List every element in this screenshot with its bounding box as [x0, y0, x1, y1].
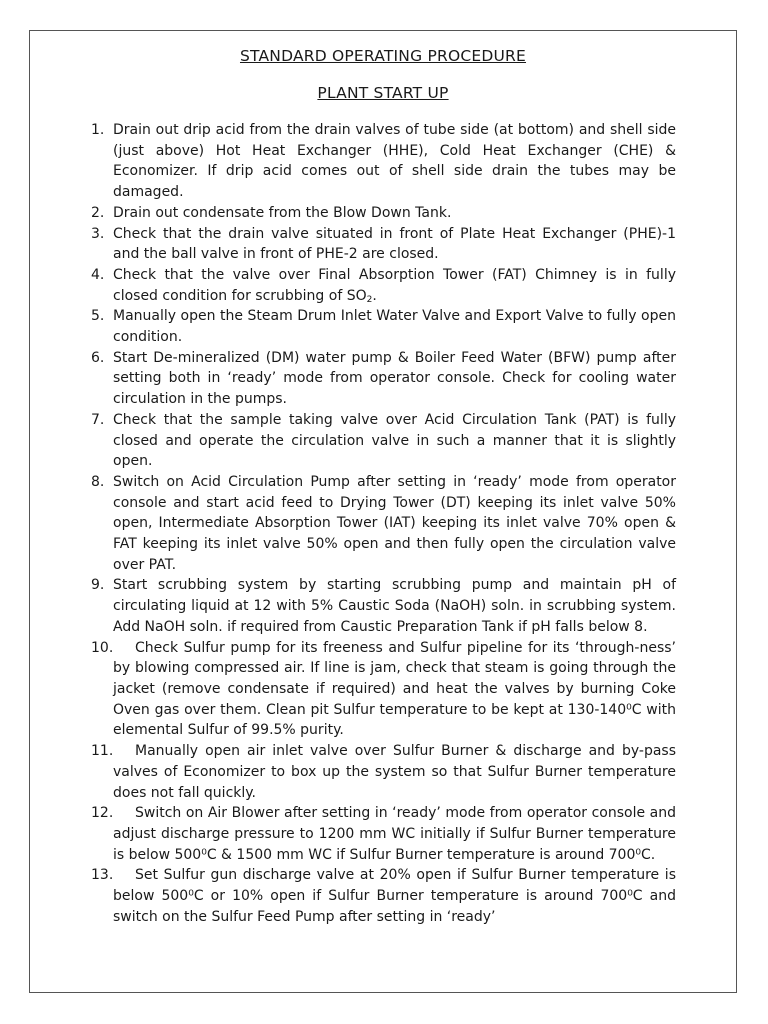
step-number: 3. [91, 225, 105, 242]
step-text-main: Check that the valve over Final Absorption Tower (FAT) Chimney is in fully closed condition for scrubbing of SO [113, 266, 676, 304]
step-text: Manually open the Steam Drum Inlet Water Valve and Export Valve to fully open condition. [113, 308, 676, 346]
step-text: Check that the sample taking valve over Acid Circulation Tank (PAT) is fully closed and operate the circulation valve in such a manner that it is slightly open. [113, 411, 676, 470]
procedure-step-1 [30, 120, 736, 203]
step-number: 10. [91, 639, 114, 656]
step-number: 8. [91, 473, 105, 490]
procedure-step-9 [30, 575, 736, 637]
step-number: 6. [91, 349, 105, 366]
step-text: Switch on Air Blower after setting in ‘ready’ mode from operator console and adjust discharge pressure to 1200 mm WC initially if Sulfur Burner temperature is below 500⁰C & 1500 mm WC if Sulfur Burner temperature is around 700⁰C. [113, 805, 676, 863]
step-number: 9. [91, 577, 105, 594]
procedure-step-4 [30, 265, 736, 306]
procedure-steps-list [30, 120, 736, 927]
step-text: Set Sulfur gun discharge valve at 20% open if Sulfur Burner temperature is below 500⁰C or 10% open if Sulfur Burner temperature is around 700⁰C and switch on the Sulfur Feed Pump after setting in ‘ready’ [113, 867, 676, 925]
step-number: 13. [91, 867, 114, 884]
document-title: STANDARD OPERATING PROCEDURE [239, 47, 527, 65]
step-number: 1. [91, 122, 105, 138]
procedure-step-6 [30, 348, 736, 410]
step-number: 12. [91, 805, 114, 822]
step-number: 4. [91, 266, 105, 283]
step-text: Start scrubbing system by starting scrubbing pump and maintain pH of circulating liquid at 12 with 5% Caustic Soda (NaOH) soln. in scrubbing system. Add NaOH soln. if required from Caustic Preparation Tank if pH falls below 8. [113, 577, 676, 635]
step-text: Switch on Acid Circulation Pump after setting in ‘ready’ mode from operator console and start acid feed to Drying Tower (DT) keeping its inlet valve 50% open, Intermediate Absorption Tower (IAT) keeping its inlet valve 70% open & FAT keeping its inlet valve 50% open and then fully open the circulation valve over PAT. [113, 473, 676, 573]
step-text: Start De-mineralized (DM) water pump & Boiler Feed Water (BFW) pump after setting both in ‘ready’ mode from operator console. Check for cooling water circulation in the pumps. [113, 349, 676, 408]
step-number: 5. [91, 308, 105, 325]
step-text: Check Sulfur pump for its freeness and Sulfur pipeline for its ‘through-ness’ by blowing compressed air. If line is jam, check that steam is going through the jacket (remove condensate if required) and heat the valves by burning Coke Oven gas over them. Clean pit Sulfur temperature to be kept at 130-140⁰C with elemental Sulfur of 99.5% purity. [113, 639, 676, 739]
procedure-step-10 [30, 638, 736, 742]
procedure-step-11 [30, 741, 736, 803]
procedure-step-13 [30, 865, 736, 927]
procedure-step-2 [30, 203, 736, 224]
procedure-step-5 [30, 306, 736, 347]
step-text-tail: . [372, 287, 377, 304]
document-subtitle: PLANT START UP [317, 84, 449, 102]
step-number: 11. [91, 743, 114, 760]
document-page [29, 30, 737, 993]
step-text: Check that the drain valve situated in front of Plate Heat Exchanger (PHE)-1 and the ball valve in front of PHE-2 are closed. [113, 225, 676, 263]
procedure-step-3 [30, 224, 736, 265]
subscript: 2 [366, 294, 373, 305]
step-text: Drain out drip acid from the drain valves of tube side (at bottom) and shell side (just above) Hot Heat Exchanger (HHE), Cold Heat Exchanger (CHE) & Economizer. If drip acid comes out of shell side drain the tubes may be damaged. [113, 122, 676, 201]
step-text: Manually open air inlet valve over Sulfur Burner & discharge and by-pass valves of Economizer to box up the system so that Sulfur Burner temperature does not fall quickly. [113, 743, 676, 801]
step-number: 7. [91, 411, 105, 428]
procedure-step-8 [30, 472, 736, 576]
step-number: 2. [91, 204, 105, 221]
step-text [113, 267, 676, 304]
procedure-step-7 [30, 410, 736, 472]
procedure-step-12 [30, 803, 736, 865]
step-text: Drain out condensate from the Blow Down Tank. [113, 204, 452, 221]
